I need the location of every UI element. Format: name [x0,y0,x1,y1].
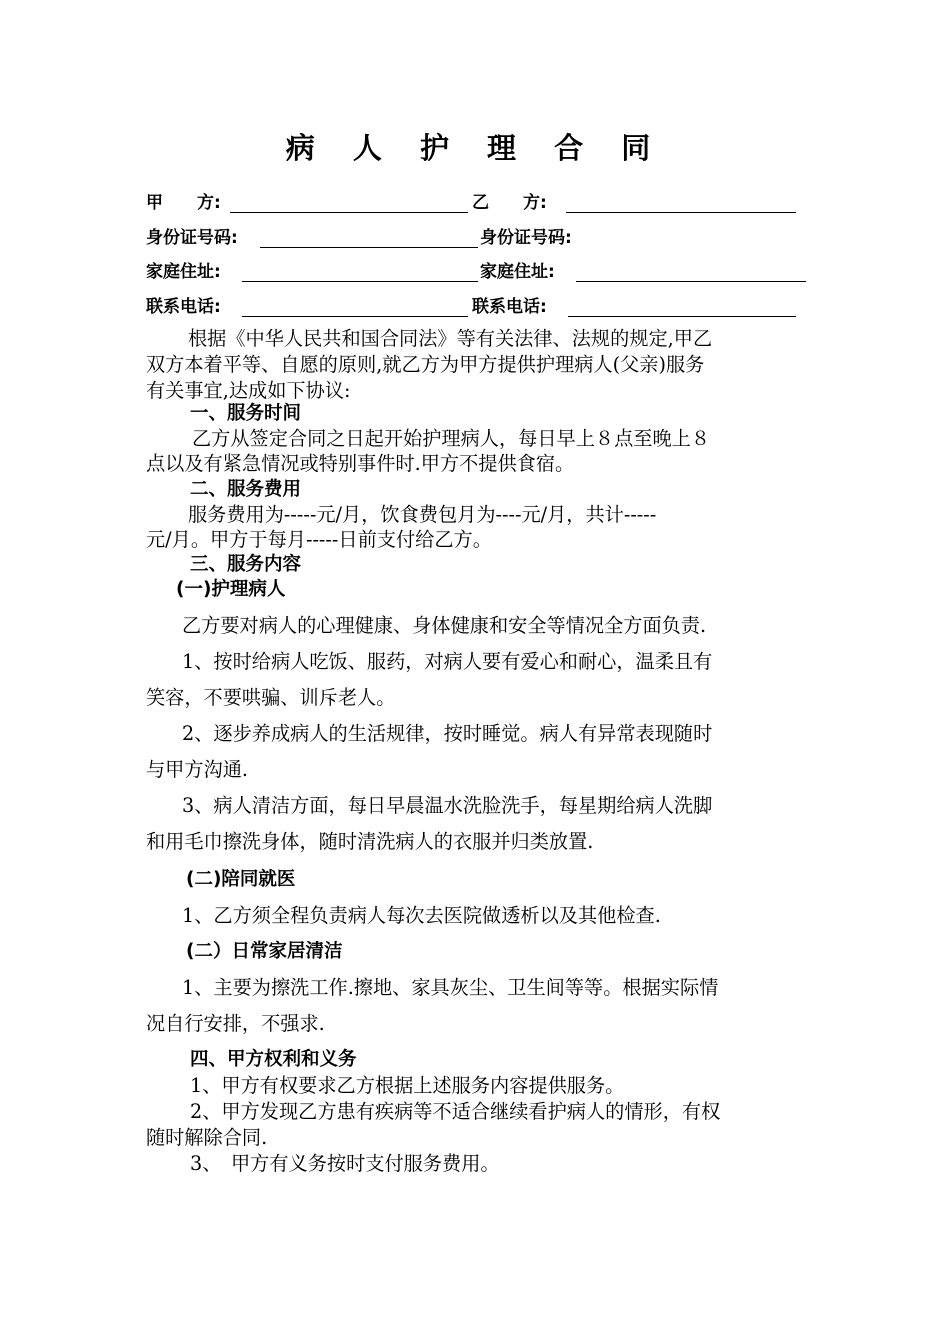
party-b-address-blank[interactable] [576,281,806,282]
section-heading: 一、服务时间 [190,403,302,424]
paragraph-line: 1、乙方须全程负责病人每次去医院做透析以及其他检查. [182,904,661,927]
party-a-id-label: 身份证号码: [146,228,238,248]
intro-line: 双方本着平等、自愿的原则,就乙方为甲方提供护理病人(父亲)服务 [146,353,705,376]
party-a-phone-blank[interactable] [242,316,468,317]
party-a-id-blank[interactable] [260,247,478,248]
intro-paragraph [146,326,808,404]
section-line: 元/月。甲方于每月-----日前支付给乙方。 [146,528,492,551]
care-paragraph [146,608,808,644]
subsection-heading: (一)护理病人 [176,579,286,600]
paragraph-line: 与甲方沟通. [146,758,249,781]
address-row [146,259,816,287]
medical-escort-block [146,862,808,934]
id-number-row [146,225,816,253]
party-a-blank[interactable] [230,212,468,213]
section-line: 服务费用为-----元/月，饮食费包月为----元/月，共计----- [188,503,657,526]
party-a-phone-label: 联系电话: [146,297,221,317]
care-item-3 [146,788,808,860]
subsection-heading: (二)陪同就医 [186,869,296,890]
party-a-address-blank[interactable] [242,281,478,282]
paragraph-line: 1、主要为擦洗工作.擦地、家具灰尘、卫生间等等。根据实际情 [182,976,719,999]
section-heading: 三、服务内容 [190,554,302,575]
page-title: 病 人 护 理 合 同 [285,131,665,165]
subsection-heading: (二）日常家居清洁 [186,941,343,962]
party-a-label: 甲 方: [146,193,221,213]
paragraph-line: 1、按时给病人吃饭、服药，对病人要有爱心和耐心，温柔且有 [182,650,713,673]
care-item-2 [146,716,808,788]
section-service-fee [146,477,808,552]
party-a-address-label: 家庭住址: [146,262,221,282]
section-heading: 四、甲方权利和义务 [190,1049,357,1070]
party-b-blank[interactable] [566,212,796,213]
paragraph-line: 随时解除合同. [146,1126,268,1149]
party-name-row [146,190,816,218]
paragraph-line: 3、 甲方有义务按时支付服务费用。 [190,1152,500,1175]
intro-line: 有关事宜,达成如下协议: [146,379,351,402]
party-b-address-label: 家庭住址: [480,262,555,282]
paragraph-line: 3、病人清洁方面，每日早晨温水洗脸洗手，每星期给病人洗脚 [182,794,713,817]
party-b-phone-label: 联系电话: [472,297,547,317]
party-b-phone-blank[interactable] [568,316,796,317]
paragraph-line: 2、甲方发现乙方患有疾病等不适合继续看护病人的情形，有权 [190,1100,721,1123]
section-service-content [146,552,808,602]
section-party-a-rights [146,1047,808,1177]
section-heading: 二、服务费用 [190,479,302,500]
party-b-label: 乙 方: [472,193,547,213]
section-line: 乙方从签定合同之日起开始护理病人，每日早上８点至晚上８ [192,427,711,450]
paragraph-line: 况自行安排，不强求. [146,1012,325,1035]
home-cleaning-block [146,934,808,1042]
paragraph-line: 2、逐步养成病人的生活规律，按时睡觉。病人有异常表现随时 [182,722,713,745]
section-service-time [146,401,808,476]
intro-line: 根据《中华人民共和国合同法》等有关法律、法规的规定,甲乙 [188,327,713,350]
care-item-1 [146,644,808,716]
paragraph-line: 和用毛巾擦洗身体，随时清洗病人的衣服并归类放置. [146,830,594,853]
paragraph-line: 乙方要对病人的心理健康、身体健康和安全等情况全方面负责. [182,614,707,637]
phone-row [146,294,816,322]
paragraph-line: 笑容，不要哄骗、训斥老人。 [146,686,396,709]
section-line: 点以及有紧急情况或特别事件时.甲方不提供食宿。 [146,452,575,475]
party-b-id-label: 身份证号码: [480,228,572,248]
paragraph-line: 1、甲方有权要求乙方根据上述服务内容提供服务。 [190,1074,625,1097]
